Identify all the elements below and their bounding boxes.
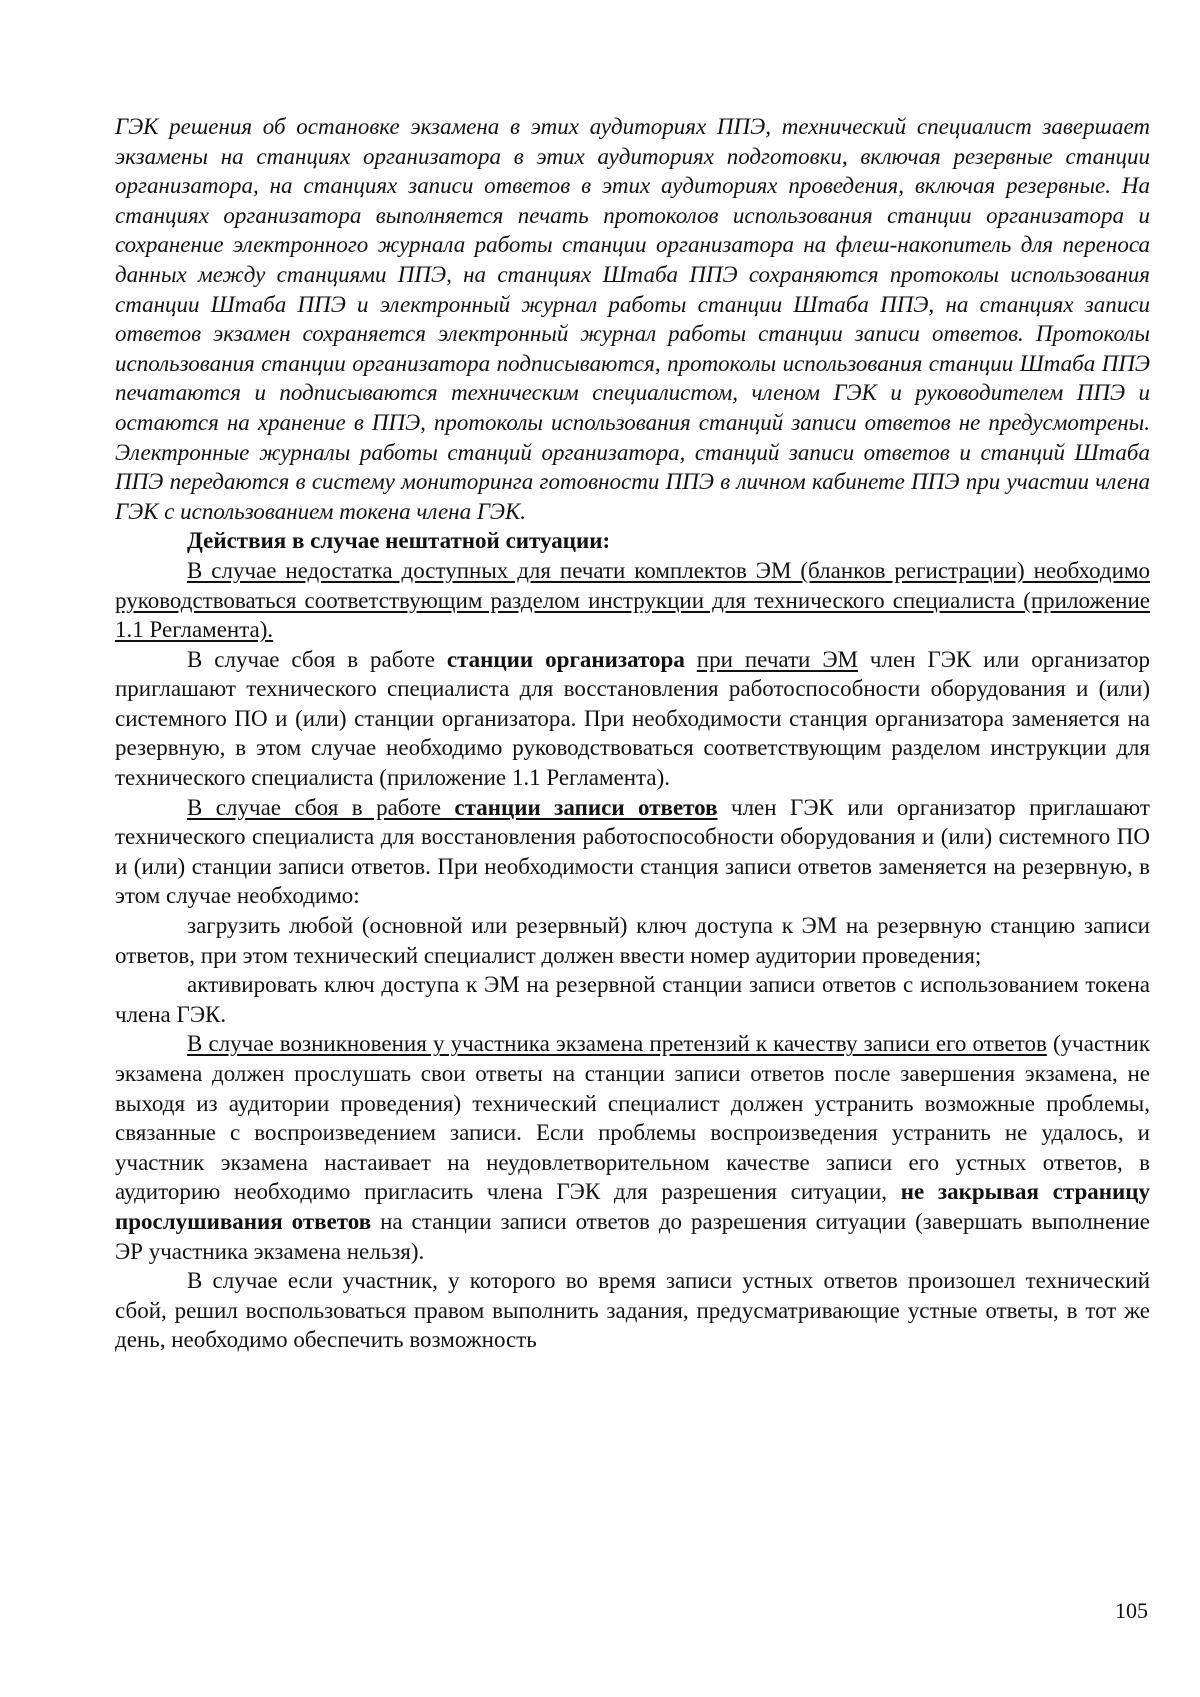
section-heading	[115, 526, 1150, 556]
paragraph-shortage	[115, 556, 1150, 645]
org-text-3: член ГЭК или организатор приглашают технического специалиста для восстановления работоспособности оборудования и (или) системного ПО и (или) станции организатора. При необходимости станция организатора заменяется на резервную, в этом случае необходимо руководствоваться соответствующим разделом инструкции для технического специалиста (приложение 1.1 Регламента).	[115, 646, 1151, 791]
paragraph-claims	[115, 1029, 1150, 1266]
page-body	[115, 112, 1150, 1355]
rec-underline-1: В случае сбоя в работе	[187, 794, 455, 820]
paragraph-activate-key: активировать ключ доступа к ЭМ на резервной станции записи ответов с использованием токена члена ГЭК.	[115, 972, 1150, 1027]
paragraph-recording-station	[115, 793, 1150, 911]
org-text-2	[685, 647, 697, 672]
rec-underline-bold: станции записи ответов	[454, 794, 718, 820]
page-number: 105	[1115, 1598, 1148, 1623]
paragraph-load-key: загрузить любой (основной или резервный) ключ доступа к ЭМ на резервную станцию записи ответов, при этом технический специалист должен ввести номер аудитории проведения;	[115, 913, 1150, 968]
italic-paragraph: ГЭК решения об остановке экзамена в этих аудиториях ППЭ, технический специалист завершает экзамены на станциях организатора в этих аудиториях подготовки, включая резервные станции организатора, на станциях записи ответов в этих аудиториях проведения, включая резервные. На станциях организатора выполняется печать протоколов использования станции организатора и сохранение электронного журнала работы станции организатора на флеш-накопитель для переноса данных между станциями ППЭ, на станциях Штаба ППЭ сохраняются протоколы использования станции Штаба ППЭ и электронный журнал работы станции Штаба ППЭ, на станциях записи ответов экзамен сохраняется электронный журнал работы станции записи ответов. Протоколы использования станции организатора подписываются, протоколы использования станции Штаба ППЭ печатаются и подписываются техническим специалистом, членом ГЭК и руководителем ППЭ и остаются на хранение в ППЭ, протоколы использования станций записи ответов не предусмотрены. Электронные журналы работы станций организатора, станций записи ответов и станций Штаба ППЭ передаются в систему мониторинга готовности ППЭ в личном кабинете ППЭ при участии члена ГЭК с использованием токена члена ГЭК.	[115, 114, 1150, 524]
rec-text-1: член ГЭК или организатор приглашают технического специалиста для восстановления работоспособности оборудования и (или) системного ПО и (или) станции записи ответов. При необходимости станция записи ответов заменяется на резервную, в этом случае необходимо:	[115, 794, 1150, 909]
heading-text: Действия в случае нештатной ситуации:	[187, 528, 611, 554]
paragraph-last: В случае если участник, у которого во время записи устных ответов произошел технический сбой, решил воспользоваться правом выполнить задания, предусматривающие устные ответы, в тот же день, необходимо обеспечить возможность	[115, 1268, 1150, 1353]
claims-bold-1: не закрывая страницу прослушивания ответов	[115, 1179, 1150, 1234]
claims-text-1: (участник экзамена должен прослушать свои ответы на станции записи ответов после завершения экзамена, не выходя из аудитории проведения) технический специалист должен устранить возможные проблемы, связанные с воспроизведением записи. Если проблемы воспроизведения устранить не удалось, и участник экзамена настаивает на неудовлетворительном качестве записи его устных ответов, в аудиторию необходимо пригласить члена ГЭК для разрешения ситуации,	[115, 1031, 1150, 1205]
shortage-text: В случае недостатка доступных для печати комплектов ЭМ (бланков регистрации) необходимо руководствоваться соответствующим разделом инструкции для технического специалиста (приложение 1.1 Регламента).	[115, 557, 1150, 643]
org-bold-1: станции организатора	[446, 646, 685, 672]
org-underline-1: при печати ЭМ	[696, 646, 858, 672]
org-text-1: В случае сбоя в работе	[187, 646, 447, 672]
claims-text-2: на станции записи ответов до разрешения ситуации (завершать выполнение ЭР участника экзамена нельзя).	[115, 1208, 1150, 1264]
claims-underline-1: В случае возникновения у участника экзамена претензий к качеству записи его ответов	[187, 1031, 1047, 1057]
paragraph-organizer-station	[115, 645, 1150, 793]
